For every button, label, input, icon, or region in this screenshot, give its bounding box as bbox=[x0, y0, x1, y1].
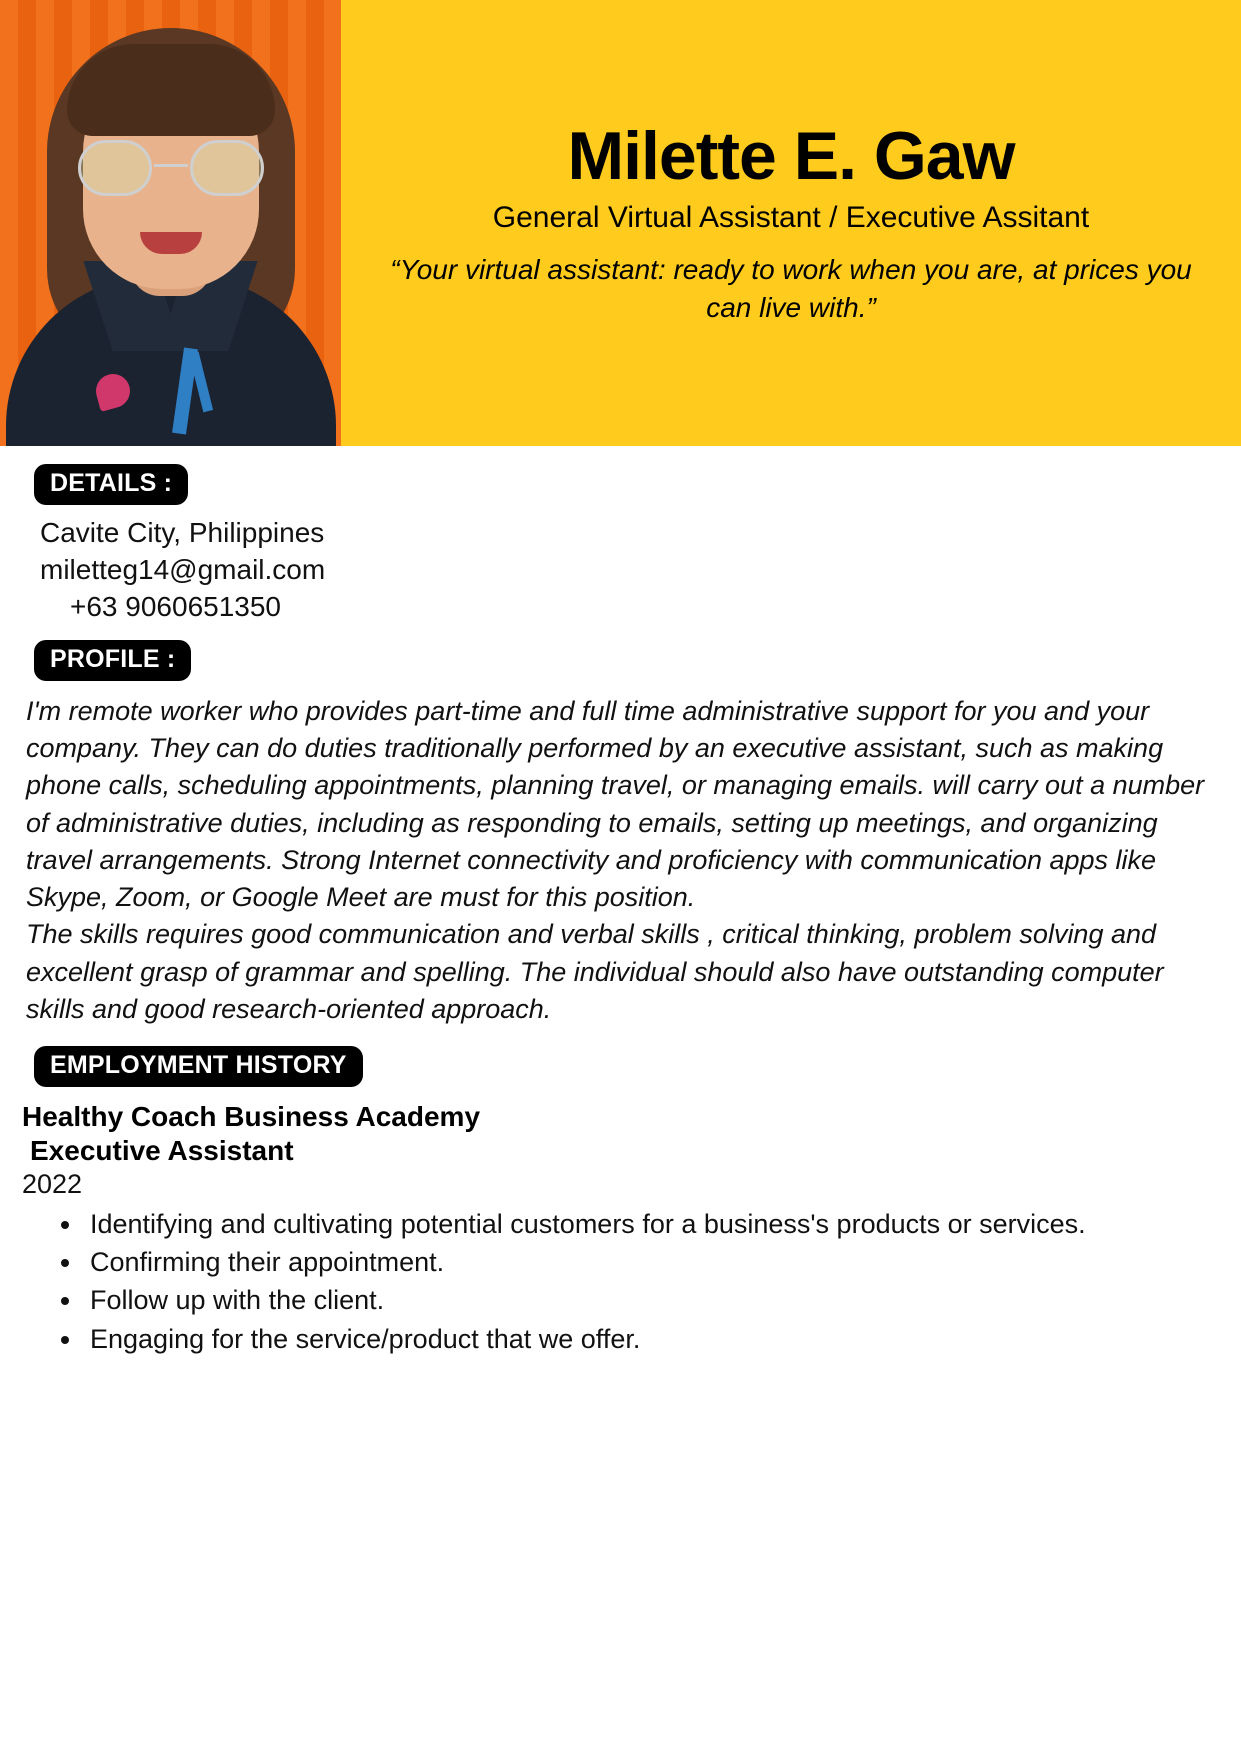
employment-entry bbox=[22, 1101, 1219, 1357]
detail-email: miletteg14@gmail.com bbox=[40, 553, 326, 585]
glasses-icon bbox=[76, 140, 266, 196]
job-responsibilities-list bbox=[22, 1206, 1219, 1357]
employment-section-heading: EMPLOYMENT HISTORY bbox=[34, 1046, 363, 1087]
lens-left bbox=[78, 140, 152, 196]
portrait-photo bbox=[0, 0, 341, 446]
fringe-shape bbox=[67, 44, 275, 136]
glasses-bridge bbox=[154, 164, 188, 167]
details-list bbox=[22, 515, 1219, 626]
spacer bbox=[22, 626, 1219, 640]
spacer bbox=[22, 1028, 1219, 1046]
list-item: • Engaging for the service/product that we offer. bbox=[84, 1321, 1219, 1357]
details-section-heading: DETAILS : bbox=[34, 464, 188, 505]
profile-paragraph-2: The skills requires good communication and verbal skills , critical thinking, problem solving and excellent grasp of grammar and spelling. The individual should also have outstanding computer skills and good research-oriented approach. bbox=[26, 919, 1164, 1024]
job-position-title: Executive Assistant bbox=[30, 1135, 294, 1167]
header-text-block bbox=[341, 0, 1241, 446]
detail-location: Cavite City, Philippines bbox=[40, 517, 325, 548]
resume-body bbox=[0, 446, 1241, 1357]
detail-phone: +63 9060651350 bbox=[70, 590, 281, 622]
list-item: • Follow up with the client. bbox=[84, 1282, 1219, 1318]
job-role-subtitle: General Virtual Assistant / Executive Assitant bbox=[492, 201, 1090, 235]
resume-header bbox=[0, 0, 1241, 446]
job-date: 2022 bbox=[22, 1169, 83, 1200]
profile-paragraph-1: I'm remote worker who provides part-time and full time administrative support for you and your company. They can do duties traditionally performed by an executive assistant, such as making phone calls, scheduling appointments, planning travel, or managing emails. will carry out a number of administrative duties, including as responding to emails, setting up meetings, and organizing travel arrangements. Strong Internet connectivity and proficiency with communication apps like Skype, Zoom, or Google Meet are must for this position. bbox=[26, 695, 1205, 913]
page-title: Milette E. Gaw bbox=[567, 118, 1015, 194]
lens-right bbox=[190, 140, 264, 196]
list-item: • Confirming their appointment. bbox=[84, 1244, 1219, 1280]
profile-section-heading: PROFILE : bbox=[34, 640, 191, 681]
list-item: • Identifying and cultivating potential customers for a business's products or services. bbox=[84, 1206, 1219, 1242]
tagline-quote: “Your virtual assistant: ready to work when you are, at prices you can live with.” bbox=[390, 253, 1192, 323]
employer-name: Healthy Coach Business Academy bbox=[22, 1101, 481, 1133]
profile-text-block bbox=[22, 693, 1219, 1028]
